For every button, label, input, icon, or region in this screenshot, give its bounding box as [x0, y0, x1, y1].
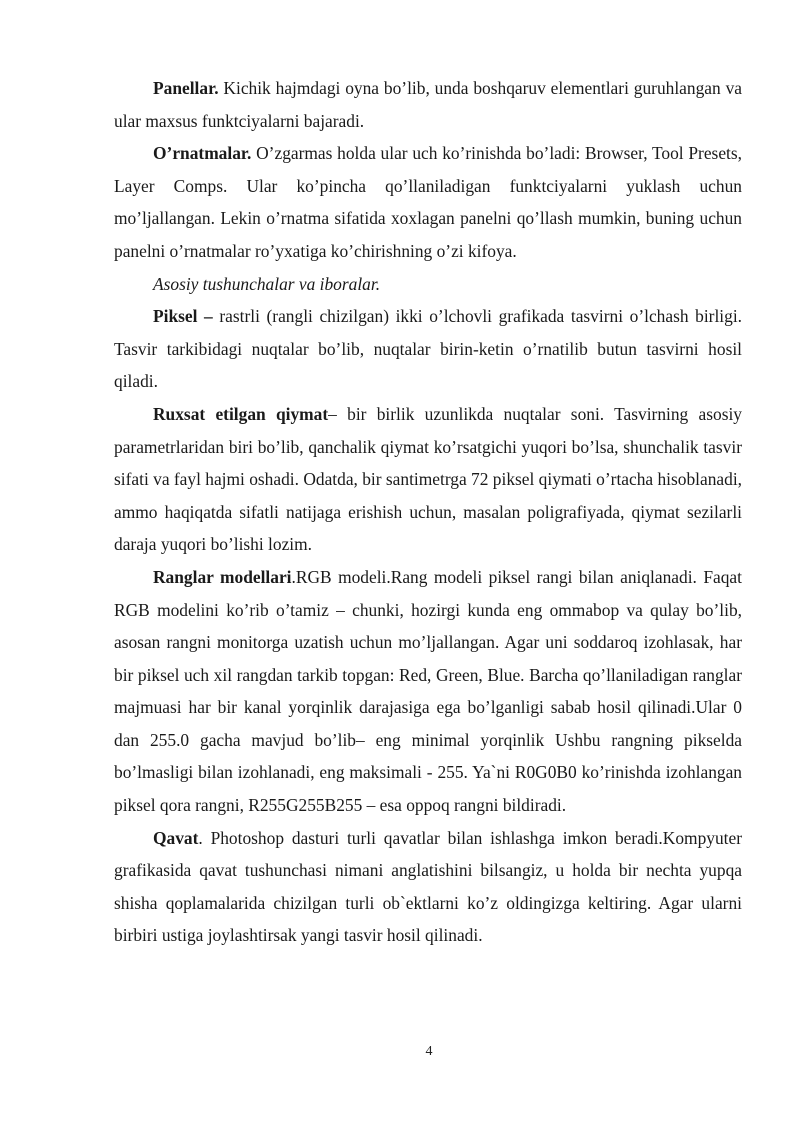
- subtitle-text: Asosiy tushunchalar va iboralar.: [153, 273, 381, 294]
- term-panellar: Panellar.: [153, 78, 219, 98]
- paragraph-text: – bir birlik uzunlikda nuqtalar soni. Tasvirning asosiy parametrlaridan biri bo’lib, qanchalik qiymat ko’rsatgichi yuqori bo’lsa, shunchalik tasvir sifati va fayl hajmi oshadi. Odatda, bir santimetrga 72 piksel qiymati o’rtacha hisoblanadi, ammo haqiqatda sifatli natijaga erishish uchun, masalan poligrafiyada, qiymat sezilarli daraja yuqori bo’lishi lozim.: [114, 403, 742, 555]
- term-ranglar: Ranglar modellari: [153, 566, 292, 587]
- term-qavat: Qavat: [153, 827, 199, 848]
- document-page: [114, 72, 742, 952]
- term-ornatmalar: O’rnatmalar.: [153, 143, 252, 164]
- paragraph-text: .RGB modeli.Rang modeli piksel rangi bilan aniqlanadi. Faqat RGB modelini ko’rib o’tamiz – chunki, hozirgi kunda eng ommabop va qulay bo’lib, asosan rangni monitorga uzatish uchun mo’ljallangan. Agar uni soddaroq izohlasak, har bir piksel uch xil rangdan tarkib topgan: Red, Green, Blue. Barcha qo’llaniladigan ranglar majmuasi har bir kanal yorqinlik darajasiga ega bo’lganligi sabab hosil qilinadi.Ular 0 dan 255.0 gacha mavjud bo’lib– eng minimal yorqinlik Ushbu rangning pikselda bo’lmasligi bilan izohlanadi, eng maksimali - 255. Ya`ni R0G0B0 ko’rinishda izohlangan piksel qora rangni, R255G255B255 – esa oppoq rangni bildiradi.: [114, 566, 742, 816]
- term-piksel: Piksel –: [153, 306, 213, 327]
- paragraph-text: Kichik hajmdagi oyna bo’lib, unda boshqaruv elementlari guruhlangan va ular maxsus funktciyalarni bajaradi.: [114, 78, 742, 131]
- paragraph-text: . Photoshop dasturi turli qavatlar bilan ishlashga imkon beradi.Kompyuter grafikasida qavat tushunchasi nimani anglatishini bilsangiz, u holda bir nechta yupqa shisha qoplamalarida chizilgan turli ob`ektlarni ko’z oldingizga keltiring. Agar ularni birbiri ustiga joylashtirsak yangi tasvir hosil qilinadi.: [114, 827, 742, 946]
- paragraph-text: rastrli (rangli chizilgan) ikki o’lchovli grafikada tasvirni o’lchash birligi. Tasvir tarkibidagi nuqtalar bo’lib, nuqtalar birin-ketin o’rnatilib butun tasvirni hosil qiladi.: [114, 306, 742, 392]
- section-subtitle: [114, 268, 742, 301]
- page-number: 4: [425, 1044, 433, 1059]
- term-ruxsat: Ruxsat etilgan qiymat: [153, 403, 329, 424]
- paragraph-ranglar: [114, 561, 742, 822]
- paragraph-panellar: [114, 72, 742, 137]
- paragraph-qavat: [114, 822, 742, 952]
- paragraph-ruxsat: [114, 398, 742, 561]
- paragraph-ornatmalar: [114, 137, 742, 267]
- paragraph-piksel: [114, 300, 742, 398]
- paragraph-text: O’zgarmas holda ular uch ko’rinishda bo’ladi: Browser, Tool Presets, Layer Comps. Ular ko’pincha qo’llaniladigan funktciyalarni yuklash uchun mo’ljallangan. Lekin o’rnatma sifatida xoxlagan panelni qo’llash mumkin, buning uchun panelni o’rnatmalar ro’yxatiga ko’chirishning o’zi kifoya.: [114, 143, 742, 261]
